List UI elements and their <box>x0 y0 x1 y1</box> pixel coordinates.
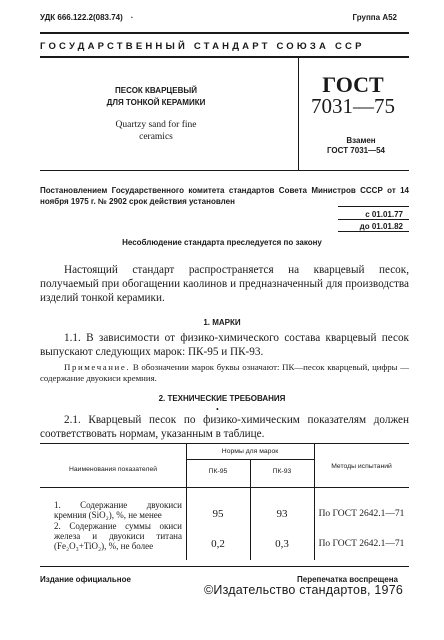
table-header-method: Методы испытаний <box>331 463 392 470</box>
udk-code <box>40 13 133 22</box>
intro-paragraph <box>40 263 409 305</box>
title-ru-line-2: ДЛЯ ТОНКОЙ КЕРАМИКИ <box>106 98 206 107</box>
table-row-1-pk93: 93 <box>276 508 288 520</box>
udk-dot: · <box>130 13 134 22</box>
table-row-2-pk95: 0,2 <box>211 538 225 550</box>
section-1-paragraph <box>40 331 409 359</box>
title-russian <box>96 85 216 109</box>
header-bottom-rule <box>40 56 409 58</box>
title-ru-line-1: ПЕСОК КВАРЦЕВЫЙ <box>115 86 197 95</box>
clause-2-1: 2.1. Кварцевый песок по физико-химическим показателям должен соответствовать нормам, указанным в таблице. <box>40 414 409 440</box>
replaces-value: ГОСТ 7031—54 <box>326 146 386 155</box>
gost-number: 7031—75 <box>311 94 395 118</box>
table-row-2-method: По ГОСТ 2642.1—71 <box>318 539 405 549</box>
table-header-norms: Нормы для марок <box>221 448 279 455</box>
valid-from: с 01.01.77 <box>365 210 403 219</box>
note-text: В обозначении марок буквы означают: ПК—песок кварцевый, цифры — содержание двуокиси кремния. <box>40 362 409 383</box>
clause-1-1: 1.1. В зависимости от физико-химического состава кварцевый песок выпускают следующих марок: ПК-95 и ПК-93. <box>40 332 409 358</box>
date-rule-bottom <box>338 231 409 232</box>
official-edition: Издание официальное <box>40 575 131 584</box>
table-row-1-method: По ГОСТ 2642.1—71 <box>318 509 405 519</box>
section-2-heading: 2. ТЕХНИЧЕСКИЕ ТРЕБОВАНИЯ <box>158 394 286 403</box>
note-label: Примечание. <box>64 362 131 372</box>
udk-text: УДК 666.122.2(083.74) <box>40 13 123 22</box>
decree-text: Постановлением Государственного комитета стандартов Совета Министров СССР от 14 ноября 1975 г. № 2902 срок действия установлен <box>40 186 409 206</box>
state-standard-title: ГОСУДАРСТВЕННЫЙ СТАНДАРТ СОЮЗА ССР <box>40 41 365 52</box>
gost-label: ГОСТ <box>322 72 384 97</box>
section-2-paragraph <box>40 413 409 441</box>
group-code: Группа А52 <box>352 13 397 22</box>
table-row-1-name: 1. Содержание двуокиси кремния (SiO₂), %, не менее <box>54 500 182 520</box>
title-en-line-2: ceramics <box>139 132 173 142</box>
date-rule-top <box>338 206 409 207</box>
table-header-border <box>40 487 409 488</box>
note-paragraph <box>40 362 409 384</box>
footer-rule <box>40 566 409 567</box>
date-rule-middle <box>338 219 409 220</box>
title-bottom-rule <box>40 170 409 171</box>
table-header-pk93: ПК-93 <box>272 468 292 475</box>
intro-text: Настоящий стандарт распространяется на кварцевый песок, получаемый при обогащении каолинов и предназначенный для производства изделий тонкой керамики. <box>40 264 409 304</box>
table-header-name: Наименования показателей <box>68 466 158 473</box>
copyright: ©Издательство стандартов, 1976 <box>204 583 403 597</box>
table-header-pk95: ПК-95 <box>208 468 228 475</box>
law-warning: Несоблюдение стандарта преследуется по закону <box>122 238 322 247</box>
table-row-2-name: 2. Содержание суммы окиси железа и двуокиси титана (Fe₂O₃+TiO₂), %, не более <box>54 521 182 551</box>
title-divider <box>298 57 299 170</box>
stray-dot: • <box>216 405 219 414</box>
valid-to: до 01.01.82 <box>359 222 403 231</box>
section-1-heading: 1. МАРКИ <box>203 318 241 327</box>
title-english <box>96 119 216 143</box>
top-rule <box>40 32 409 34</box>
title-en-line-1: Quartzy sand for fine <box>115 120 197 130</box>
table-row-1-pk95: 95 <box>212 508 224 520</box>
reprint-prohibited: Перепечатка воспрещена <box>297 575 398 584</box>
table-top-border <box>40 443 409 444</box>
table-row-2-pk93: 0,3 <box>275 538 289 550</box>
replaces-label: Взамен <box>346 136 376 145</box>
